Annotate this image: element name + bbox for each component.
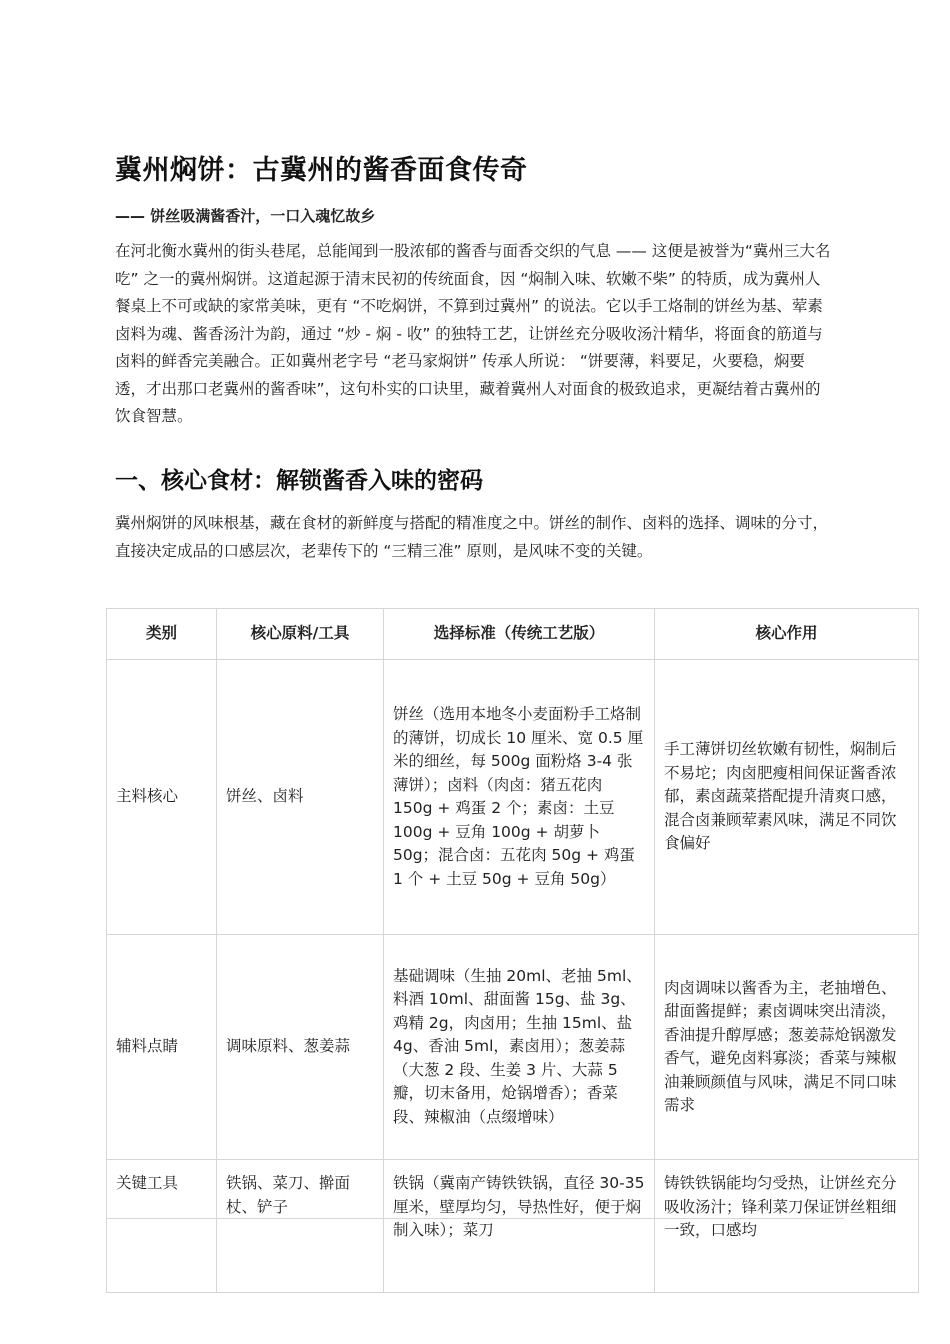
cell-effect: 铸铁铁锅能均匀受热，让饼丝充分吸收汤汁；锋利菜刀保证饼丝粗细一致，口感均 [655,1160,919,1293]
intro-paragraph: 在河北衡水冀州的街头巷尾，总能闻到一股浓郁的酱香与面香交织的气息 —— 这便是被誉为“冀州三大名吃” 之一的冀州焖饼。这道起源于清末民初的传统面食，因 “焖制入味、软嫩不柴” 的特质，成为冀州人餐桌上不可或缺的家常美味，更有 “不吃焖饼，不算到过冀州” 的说法。它以手工烙制的饼丝为基、荤素卤料为魂、酱香汤汁为韵，通过 “炒 - 焖 - 收” 的独特工艺，让饼丝充分吸收汤汁精华，将面食的筋道与卤料的鲜香完美融合。正如冀州老字号 “老马家焖饼” 传承人所说： “饼要薄，料要足，火要稳，焖要透，才出那口老冀州的酱香味”，这句朴实的口诀里，藏着冀州人对面食的极致追求，更凝结着古冀州的饮食智慧。 [115,242,831,425]
cell-standard: 饼丝（选用本地冬小麦面粉手工烙制的薄饼，切成长 10 厘米、宽 0.5 厘米的细丝，每 500g 面粉烙 3-4 张薄饼）；卤料（肉卤：猪五花肉 150g + 鸡蛋 2 个；素卤：土豆 100g + 豆角 100g + 胡萝卜 50g；混合卤：五花肉 50g + 鸡蛋 1 个 + 土豆 50g + 豆角 50g） [384,660,655,935]
cell-effect: 手工薄饼切丝软嫩有韧性，焖制后不易坨；肉卤肥瘦相间保证酱香浓郁，素卤蔬菜搭配提升清爽口感，混合卤兼顾荤素风味，满足不同饮食偏好 [655,660,919,935]
ingredients-table [106,608,919,1293]
section-heading: 一、核心食材：解锁酱香入味的密码 [115,468,483,494]
table-row [107,660,919,935]
table-row [107,1160,919,1293]
cell-materials: 铁锅、菜刀、擀面杖、铲子 [217,1160,384,1293]
cell-materials: 调味原料、葱姜蒜 [217,935,384,1160]
cell-category: 主料核心 [107,660,217,935]
cell-category: 关键工具 [107,1160,217,1293]
cell-materials: 饼丝、卤料 [217,660,384,935]
cell-category: 辅料点睛 [107,935,217,1160]
page-title: 冀州焖饼：古冀州的酱香面食传奇 [115,155,528,186]
cell-standard: 铁锅（冀南产铸铁铁锅，直径 30-35 厘米，壁厚均匀，导热性好，便于焖制入味）；菜刀 [384,1160,655,1293]
header-standard: 选择标准（传统工艺版） [384,609,655,660]
table-header-row [107,609,919,660]
section-paragraph: 冀州焖饼的风味根基，藏在食材的新鲜度与搭配的精准度之中。饼丝的制作、卤料的选择、调味的分寸，直接决定成品的口感层次，老辈传下的 “三精三准” 原则，是风味不变的关键。 [115,514,829,560]
cell-standard: 基础调味（生抽 20ml、老抽 5ml、料酒 10ml、甜面酱 15g、盐 3g、鸡精 2g，肉卤用；生抽 15ml、盐 4g、香油 5ml，素卤用）；葱姜蒜（大葱 2 段、生姜 3 片、大蒜 5 瓣，切末备用，炝锅增香）；香菜段、辣椒油（点缀增味） [384,935,655,1160]
header-category: 类别 [107,609,217,660]
header-effect: 核心作用 [655,609,919,660]
ingredients-table-container [106,608,897,1239]
table-row [107,935,919,1160]
page-subtitle: —— 饼丝吸满酱香汁，一口入魂忆故乡 [115,207,376,225]
header-materials: 核心原料/工具 [217,609,384,660]
cell-effect: 肉卤调味以酱香为主，老抽增色、甜面酱提鲜；素卤调味突出清淡，香油提升醇厚感；葱姜蒜炝锅激发香气，避免卤料寡淡；香菜与辣椒油兼顾颜值与风味，满足不同口味需求 [655,935,919,1160]
